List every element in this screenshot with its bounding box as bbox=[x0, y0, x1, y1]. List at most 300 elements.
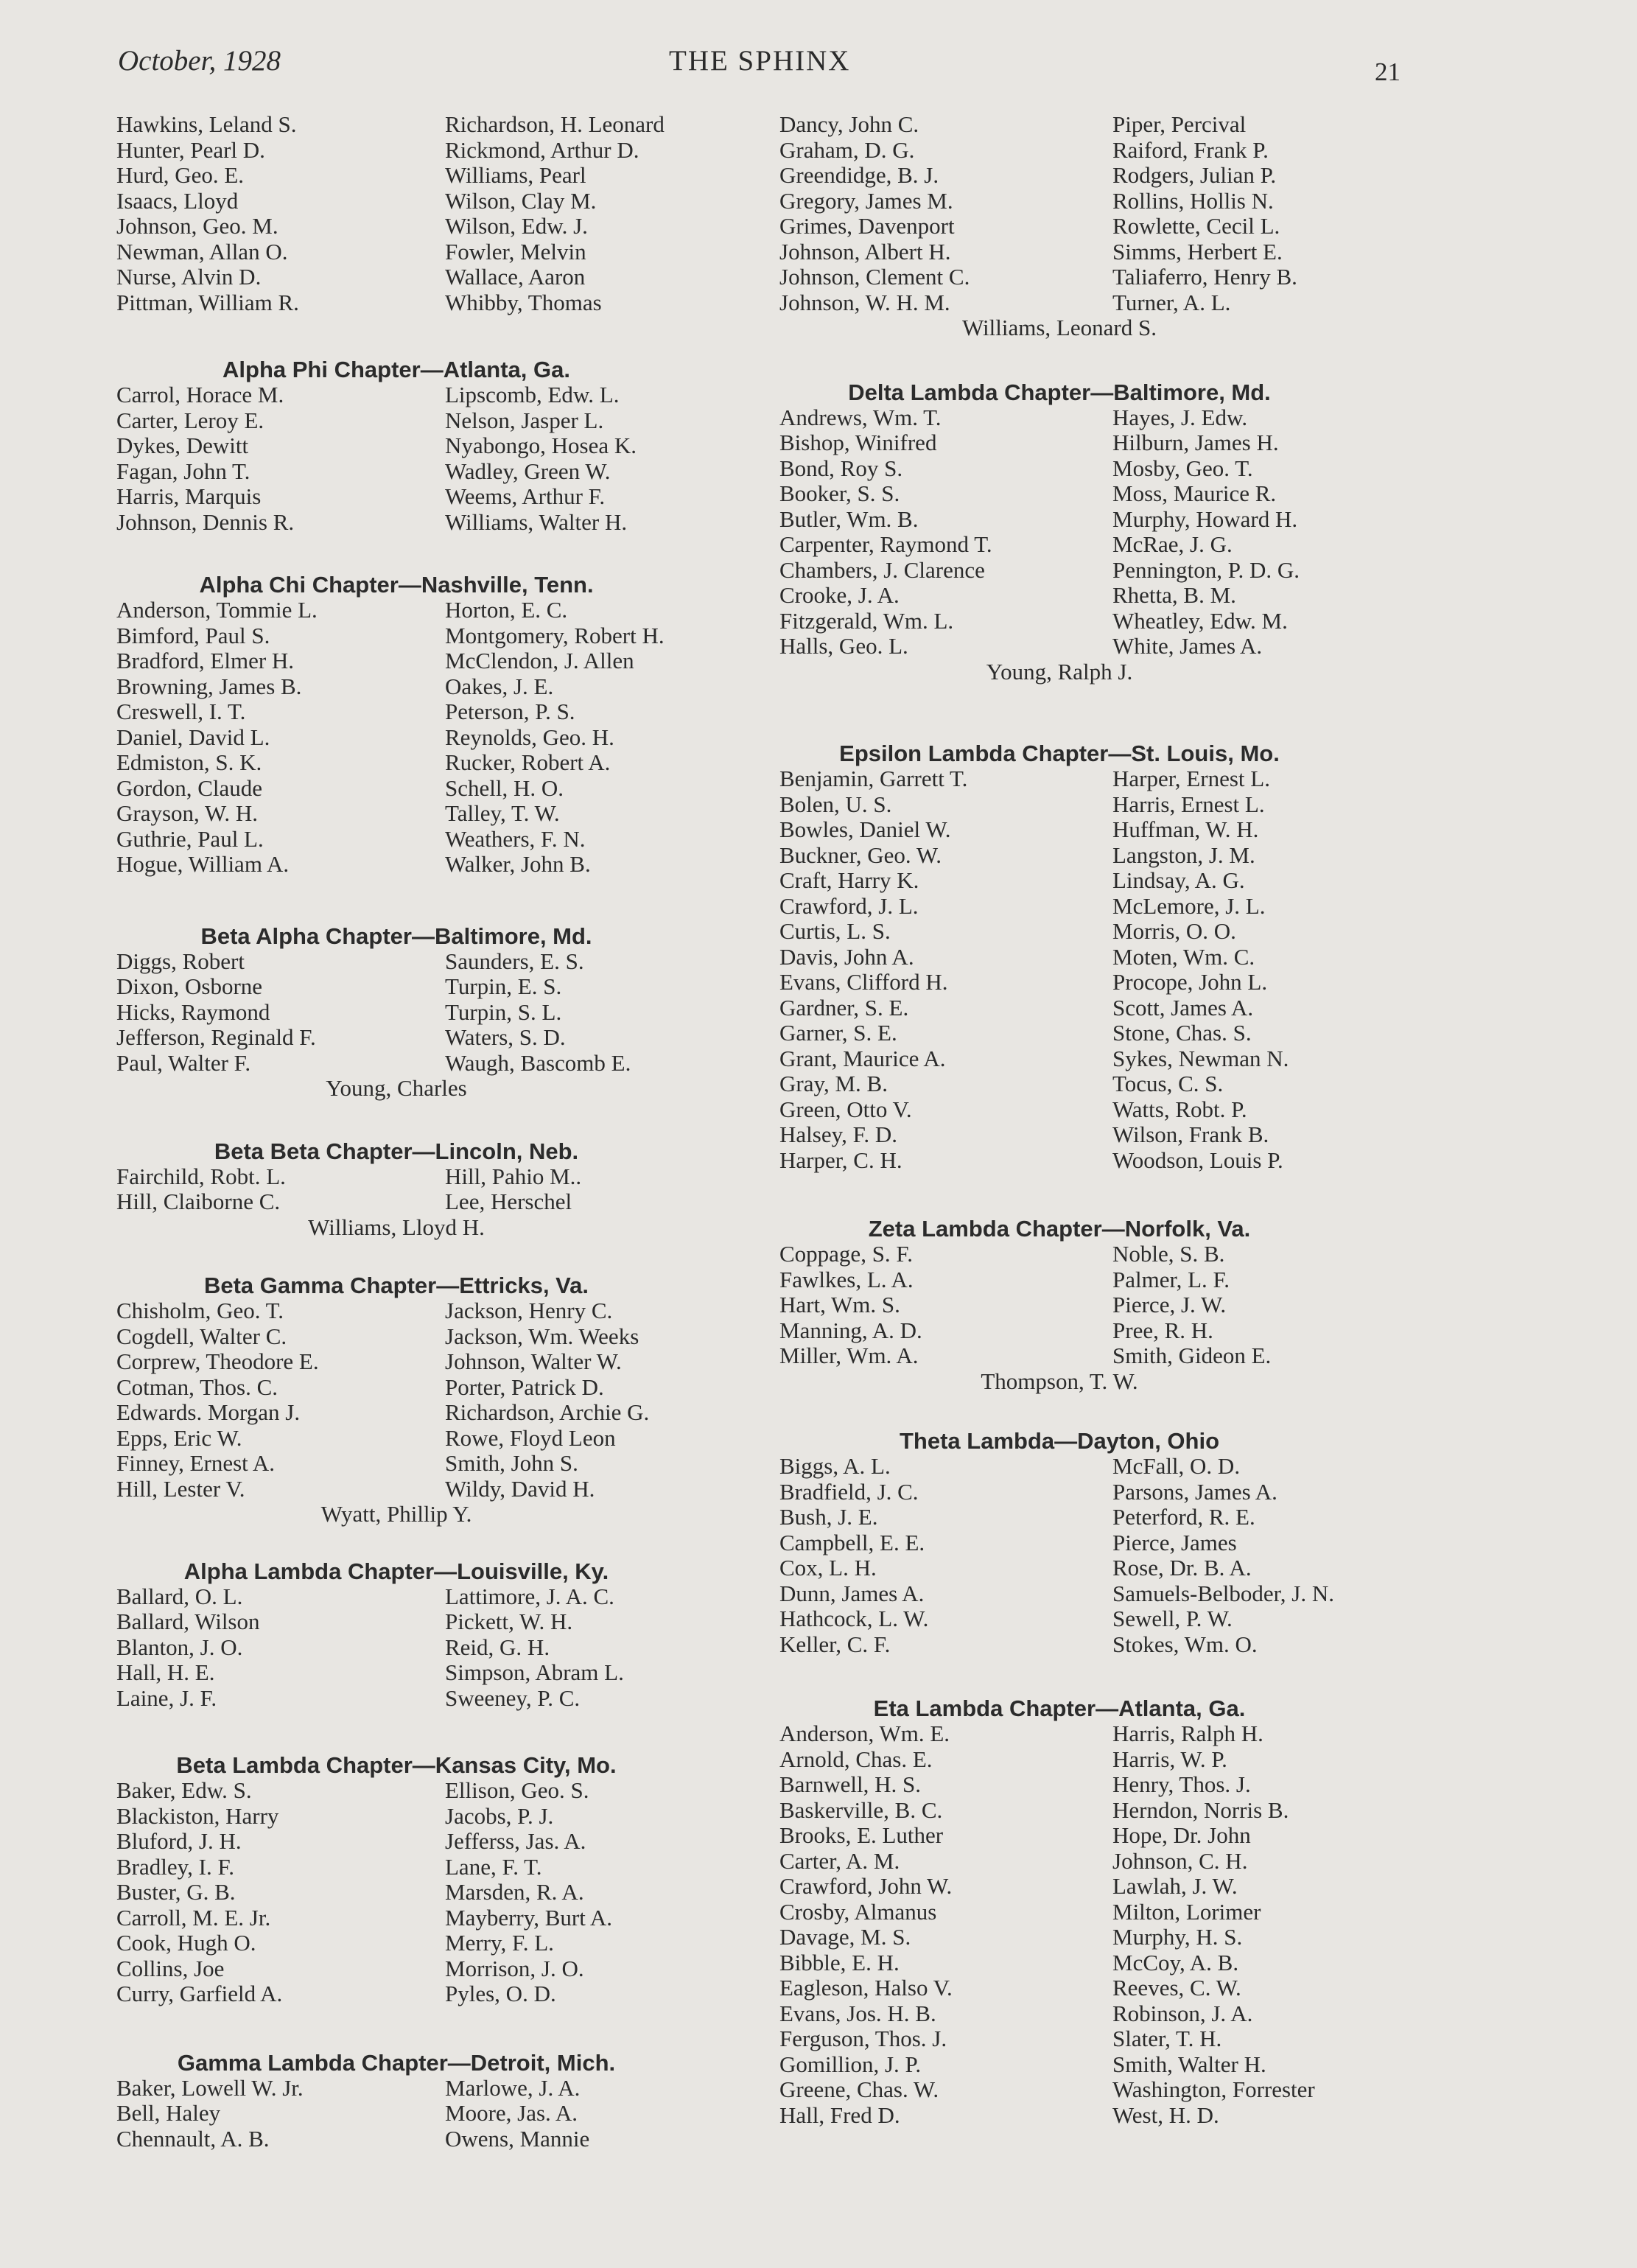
member-name: Henry, Thos. J. bbox=[1112, 1771, 1251, 1797]
member-name: Bishop, Winifred bbox=[779, 430, 937, 455]
chapter-title: Alpha Lambda Chapter—Louisville, Ky. bbox=[183, 1558, 609, 1584]
member-name: Marlowe, J. A. bbox=[445, 2074, 581, 2101]
member-name: Harris, W. P. bbox=[1112, 1746, 1227, 1772]
member-name: Gregory, James M. bbox=[779, 187, 953, 214]
name-list bbox=[116, 1164, 794, 1215]
member-name-centered: Wyatt, Phillip Y. bbox=[320, 1501, 472, 1527]
member-name: Bradfield, J. C. bbox=[779, 1478, 919, 1505]
member-name: Tocus, C. S. bbox=[1112, 1071, 1224, 1096]
name-column-1 bbox=[116, 2076, 445, 2152]
member-name: Miller, Wm. A. bbox=[779, 1343, 919, 1368]
member-name: Owens, Mannie bbox=[445, 2125, 590, 2152]
member-name: Waters, S. D. bbox=[445, 1024, 566, 1050]
member-name: Edmiston, S. K. bbox=[116, 749, 262, 775]
member-name: Johnson, Clement C. bbox=[779, 264, 970, 290]
member-name: Brooks, E. Luther bbox=[779, 1822, 944, 1848]
member-name: Fowler, Melvin bbox=[445, 238, 586, 265]
member-name: Marsden, R. A. bbox=[445, 1879, 584, 1905]
member-name: Harper, Ernest L. bbox=[1112, 766, 1270, 791]
member-name: Hurd, Geo. E. bbox=[116, 162, 245, 188]
member-name: Fairchild, Robt. L. bbox=[116, 1163, 286, 1189]
member-name: Stokes, Wm. O. bbox=[1112, 1631, 1258, 1657]
member-name-centered: Young, Charles bbox=[326, 1075, 467, 1101]
member-name: Gordon, Claude bbox=[116, 774, 263, 801]
member-name: Waugh, Bascomb E. bbox=[445, 1049, 631, 1076]
right-column bbox=[779, 112, 1457, 2128]
member-name: Crawford, J. L. bbox=[779, 892, 919, 919]
name-list bbox=[116, 2076, 794, 2152]
member-name: Lindsay, A. G. bbox=[1112, 867, 1245, 893]
name-column-2 bbox=[1112, 112, 1422, 315]
member-name: Williams, Walter H. bbox=[445, 508, 628, 535]
name-list bbox=[779, 1721, 1457, 2128]
name-column-2 bbox=[1112, 1242, 1422, 1369]
member-name: Bluford, J. H. bbox=[116, 1828, 242, 1854]
chapter-title: Theta Lambda—Dayton, Ohio bbox=[899, 1428, 1220, 1454]
member-name: White, James A. bbox=[1112, 633, 1263, 659]
member-name: Taliaferro, Henry B. bbox=[1112, 264, 1297, 290]
chapter-title: Gamma Lambda Chapter—Detroit, Mich. bbox=[177, 2049, 616, 2076]
name-column-1 bbox=[779, 766, 1112, 1173]
member-name: Turpin, E. S. bbox=[445, 973, 562, 999]
member-name: Schell, H. O. bbox=[445, 774, 564, 801]
member-name: Guthrie, Paul L. bbox=[116, 825, 264, 852]
member-name: Wilson, Clay M. bbox=[445, 187, 597, 214]
member-name: Porter, Patrick D. bbox=[445, 1373, 604, 1400]
member-name: Lee, Herschel bbox=[445, 1189, 572, 1214]
chapter-title: Zeta Lambda Chapter—Norfolk, Va. bbox=[868, 1216, 1251, 1242]
member-name: Coppage, S. F. bbox=[779, 1241, 913, 1267]
header-title: THE SPHINX bbox=[669, 45, 851, 77]
member-name: West, H. D. bbox=[1112, 2101, 1219, 2128]
name-column-1 bbox=[779, 1721, 1112, 2128]
member-name: Davage, M. S. bbox=[779, 1924, 911, 1950]
name-column-2 bbox=[445, 1164, 754, 1215]
member-name: Wheatley, Edw. M. bbox=[1112, 607, 1288, 634]
member-name: Peterson, P. S. bbox=[445, 699, 575, 724]
left-column bbox=[116, 112, 794, 2152]
name-column-1 bbox=[116, 1164, 445, 1215]
member-name: McFall, O. D. bbox=[1112, 1453, 1241, 1479]
member-name: Talley, T. W. bbox=[445, 800, 560, 826]
member-name: Bimford, Paul S. bbox=[116, 622, 270, 648]
member-name: Scott, James A. bbox=[1112, 994, 1254, 1021]
member-name: Campbell, E. E. bbox=[779, 1529, 925, 1555]
member-name: McClendon, J. Allen bbox=[445, 648, 634, 673]
member-name: Williams, Pearl bbox=[445, 162, 586, 188]
member-name: Watts, Robt. P. bbox=[1112, 1096, 1247, 1122]
member-name: Bibble, E. H. bbox=[779, 1949, 900, 1975]
member-name: Davis, John A. bbox=[779, 943, 914, 970]
member-name: Corprew, Theodore E. bbox=[116, 1348, 319, 1374]
member-name: Lawlah, J. W. bbox=[1112, 1873, 1238, 1899]
name-column-2 bbox=[445, 1584, 754, 1712]
member-name: McRae, J. G. bbox=[1112, 531, 1233, 557]
member-name: Saunders, E. S. bbox=[445, 948, 584, 974]
member-name: Butler, Wm. B. bbox=[779, 505, 919, 532]
member-name: Cox, L. H. bbox=[779, 1555, 877, 1581]
member-name: Browning, James B. bbox=[116, 673, 302, 699]
member-name: Rowe, Floyd Leon bbox=[445, 1424, 616, 1451]
member-name: Murphy, H. S. bbox=[1112, 1924, 1243, 1950]
chapter-title: Beta Gamma Chapter—Ettricks, Va. bbox=[203, 1273, 589, 1298]
member-name: Hawkins, Leland S. bbox=[116, 111, 297, 137]
member-name: Hope, Dr. John bbox=[1112, 1822, 1251, 1848]
member-name: Benjamin, Garrett T. bbox=[779, 766, 968, 791]
chapter-section bbox=[779, 1695, 1457, 2128]
name-list bbox=[116, 598, 794, 878]
member-name: Parsons, James A. bbox=[1112, 1478, 1277, 1505]
chapter-title: Beta Lambda Chapter—Kansas City, Mo. bbox=[176, 1752, 617, 1778]
chapter-title: Beta Alpha Chapter—Baltimore, Md. bbox=[200, 923, 592, 949]
member-name: Nurse, Alvin D. bbox=[116, 264, 262, 290]
member-name: Sykes, Newman N. bbox=[1112, 1045, 1289, 1071]
member-name: Baker, Edw. S. bbox=[116, 1777, 252, 1803]
member-name: Isaacs, Lloyd bbox=[116, 187, 239, 214]
chapter-section bbox=[116, 1273, 794, 1527]
member-name: Moten, Wm. C. bbox=[1112, 943, 1255, 970]
member-name: Greene, Chas. W. bbox=[779, 2076, 939, 2102]
member-name: Epps, Eric W. bbox=[116, 1424, 242, 1451]
member-name: Wildy, David H. bbox=[445, 1475, 595, 1502]
member-name: Smith, John S. bbox=[445, 1450, 578, 1476]
member-name: Garner, S. E. bbox=[779, 1020, 897, 1046]
member-name: Bell, Haley bbox=[116, 2100, 221, 2126]
member-name: Murphy, Howard H. bbox=[1112, 505, 1298, 532]
member-name: Jackson, Henry C. bbox=[445, 1298, 613, 1323]
member-name: Curtis, L. S. bbox=[779, 918, 891, 944]
member-name: Bush, J. E. bbox=[779, 1504, 878, 1530]
name-list bbox=[116, 1778, 794, 2007]
member-name: Fawlkes, L. A. bbox=[779, 1266, 914, 1292]
member-name: Gray, M. B. bbox=[779, 1071, 888, 1096]
member-name: Halsey, F. D. bbox=[779, 1121, 897, 1147]
member-name: Grimes, Davenport bbox=[779, 213, 955, 239]
name-list bbox=[779, 405, 1457, 659]
name-column-1 bbox=[116, 1778, 445, 2007]
chapter-section bbox=[116, 357, 794, 535]
member-name: Hall, Fred D. bbox=[779, 2101, 900, 2128]
member-name: Robinson, J. A. bbox=[1112, 2000, 1253, 2026]
member-name: Rowlette, Cecil L. bbox=[1112, 213, 1280, 239]
member-name: Edwards. Morgan J. bbox=[116, 1399, 301, 1425]
member-name: Pickett, W. H. bbox=[445, 1609, 573, 1634]
member-name: Sweeney, P. C. bbox=[445, 1684, 581, 1711]
name-list bbox=[116, 382, 794, 535]
member-name: Montgomery, Robert H. bbox=[445, 622, 665, 648]
member-name: Wilson, Frank B. bbox=[1112, 1121, 1269, 1147]
member-name: Mayberry, Burt A. bbox=[445, 1904, 613, 1931]
member-name: Rhetta, B. M. bbox=[1112, 582, 1236, 608]
member-name: Evans, Jos. H. B. bbox=[779, 2000, 936, 2026]
chapter-title: Beta Beta Chapter—Lincoln, Neb. bbox=[214, 1138, 579, 1164]
member-name: Smith, Gideon E. bbox=[1112, 1343, 1272, 1368]
chapter-section bbox=[779, 379, 1457, 685]
member-name: Collins, Joe bbox=[116, 1955, 225, 1981]
member-name: Raiford, Frank P. bbox=[1112, 136, 1269, 163]
name-column-1 bbox=[116, 949, 445, 1077]
name-column-2 bbox=[1112, 1721, 1422, 2128]
member-name: Baskerville, B. C. bbox=[779, 1796, 943, 1823]
member-name: Herndon, Norris B. bbox=[1112, 1796, 1289, 1823]
member-name: Procope, John L. bbox=[1112, 969, 1268, 995]
member-name: Manning, A. D. bbox=[779, 1317, 922, 1343]
name-column-1 bbox=[779, 405, 1112, 659]
member-name: Curry, Garfield A. bbox=[116, 1981, 283, 2006]
name-column-2 bbox=[445, 1778, 754, 2007]
member-name: Langston, J. M. bbox=[1112, 841, 1255, 868]
member-name: Turpin, S. L. bbox=[445, 998, 562, 1025]
member-name: Woodson, Louis P. bbox=[1112, 1147, 1283, 1173]
member-name: Hicks, Raymond bbox=[116, 998, 270, 1025]
member-name: Greendidge, B. J. bbox=[779, 162, 939, 188]
member-name: Carter, Leroy E. bbox=[116, 407, 264, 433]
member-name: Fitzgerald, Wm. L. bbox=[779, 607, 954, 634]
member-name: Piper, Percival bbox=[1112, 111, 1247, 137]
member-name: Jefferss, Jas. A. bbox=[445, 1828, 586, 1854]
member-name: Carrol, Horace M. bbox=[116, 382, 284, 407]
member-name: Hogue, William A. bbox=[116, 851, 290, 877]
member-name: Peterford, R. E. bbox=[1112, 1504, 1255, 1530]
member-name: Ballard, Wilson bbox=[116, 1609, 260, 1634]
member-name: Richardson, H. Leonard bbox=[445, 111, 665, 137]
name-column-2 bbox=[1112, 766, 1422, 1173]
member-name: Simpson, Abram L. bbox=[445, 1659, 624, 1685]
member-name: Hall, H. E. bbox=[116, 1659, 215, 1685]
member-name: Reid, G. H. bbox=[445, 1634, 550, 1660]
member-name: Anderson, Tommie L. bbox=[116, 597, 318, 623]
name-column-1 bbox=[779, 1242, 1112, 1369]
chapter-title: Alpha Chi Chapter—Nashville, Tenn. bbox=[199, 572, 594, 598]
member-name: Craft, Harry K. bbox=[779, 867, 919, 893]
member-name-centered: Thompson, T. W. bbox=[981, 1368, 1138, 1394]
member-name: Fagan, John T. bbox=[116, 458, 250, 484]
member-name: Whibby, Thomas bbox=[445, 289, 602, 315]
member-name: Hill, Lester V. bbox=[116, 1475, 245, 1502]
member-name-centered: Young, Ralph J. bbox=[986, 658, 1133, 685]
member-name: Johnson, Dennis R. bbox=[116, 508, 295, 535]
member-name: Biggs, A. L. bbox=[779, 1453, 891, 1479]
member-name: Johnson, Geo. M. bbox=[116, 213, 278, 239]
member-name: Dancy, John C. bbox=[779, 111, 919, 137]
member-name: Green, Otto V. bbox=[779, 1096, 912, 1122]
name-column-2 bbox=[445, 2076, 754, 2152]
member-name: Wadley, Green W. bbox=[445, 458, 611, 484]
member-name: Johnson, Walter W. bbox=[445, 1348, 622, 1374]
member-name: Paul, Walter F. bbox=[116, 1049, 251, 1076]
member-name: Carter, A. M. bbox=[779, 1847, 900, 1874]
chapter-section bbox=[779, 1428, 1457, 1657]
member-name: Chisholm, Geo. T. bbox=[116, 1298, 284, 1323]
member-name: Gomillion, J. P. bbox=[779, 2051, 922, 2077]
member-name: Rose, Dr. B. A. bbox=[1112, 1555, 1252, 1581]
chapter-section bbox=[116, 1558, 794, 1712]
name-list bbox=[116, 949, 794, 1077]
member-name: Johnson, C. H. bbox=[1112, 1847, 1248, 1874]
member-name: Morrison, J. O. bbox=[445, 1955, 584, 1981]
name-column-2 bbox=[1112, 1454, 1422, 1657]
chapter-section bbox=[116, 2050, 794, 2152]
member-name: Arnold, Chas. E. bbox=[779, 1746, 933, 1772]
member-name: Eagleson, Halso V. bbox=[779, 1975, 953, 2001]
member-name: Grant, Maurice A. bbox=[779, 1045, 946, 1071]
member-name: Harris, Ralph H. bbox=[1112, 1721, 1263, 1746]
member-name: Rodgers, Julian P. bbox=[1112, 162, 1277, 188]
member-name: Booker, S. S. bbox=[779, 480, 900, 506]
member-name: Johnson, W. H. M. bbox=[779, 289, 950, 315]
chapter-section bbox=[116, 1752, 794, 2007]
member-name: Dunn, James A. bbox=[779, 1580, 925, 1606]
member-name: Stone, Chas. S. bbox=[1112, 1020, 1252, 1046]
member-name: Wallace, Aaron bbox=[445, 264, 586, 290]
member-name: McLemore, J. L. bbox=[1112, 892, 1266, 919]
member-name: Walker, John B. bbox=[445, 851, 591, 877]
member-name: Creswell, I. T. bbox=[116, 699, 246, 724]
name-column-1 bbox=[116, 112, 445, 315]
member-name: Simms, Herbert E. bbox=[1112, 238, 1283, 265]
member-name: Slater, T. H. bbox=[1112, 2026, 1222, 2051]
member-name: Blackiston, Harry bbox=[116, 1802, 279, 1829]
member-name: Harris, Marquis bbox=[116, 483, 262, 509]
chapter-section bbox=[779, 1216, 1457, 1394]
member-name: Blanton, J. O. bbox=[116, 1634, 243, 1660]
member-name: Rucker, Robert A. bbox=[445, 749, 611, 775]
member-name: Crawford, John W. bbox=[779, 1873, 953, 1899]
member-name: Washington, Forrester bbox=[1112, 2076, 1315, 2102]
member-name: Hilburn, James H. bbox=[1112, 430, 1279, 455]
member-name: Cook, Hugh O. bbox=[116, 1930, 256, 1956]
chapter-section bbox=[116, 923, 794, 1102]
member-name: Moss, Maurice R. bbox=[1112, 480, 1277, 506]
member-name: Evans, Clifford H. bbox=[779, 969, 948, 995]
member-name: Diggs, Robert bbox=[116, 948, 245, 974]
chapter-title: Delta Lambda Chapter—Baltimore, Md. bbox=[848, 379, 1271, 405]
member-name: Pierce, James bbox=[1112, 1529, 1237, 1555]
member-name: Jefferson, Reginald F. bbox=[116, 1024, 316, 1050]
member-name: Sewell, P. W. bbox=[1112, 1606, 1233, 1631]
member-name: Pennington, P. D. G. bbox=[1112, 556, 1300, 583]
member-name: Keller, C. F. bbox=[779, 1631, 891, 1657]
header-date: October, 1928 bbox=[118, 45, 281, 77]
member-name: Bradford, Elmer H. bbox=[116, 648, 295, 673]
member-name: Nyabongo, Hosea K. bbox=[445, 433, 637, 458]
name-column-1 bbox=[116, 1298, 445, 1502]
chapter-title: Eta Lambda Chapter—Atlanta, Ga. bbox=[873, 1695, 1246, 1721]
chapter-section bbox=[779, 741, 1457, 1173]
member-name: Pittman, William R. bbox=[116, 289, 299, 315]
member-name: Turner, A. L. bbox=[1112, 289, 1231, 315]
name-list bbox=[779, 766, 1457, 1173]
name-column-2 bbox=[445, 949, 754, 1077]
chapter-section bbox=[779, 112, 1457, 341]
member-name: Smith, Walter H. bbox=[1112, 2051, 1266, 2077]
name-list bbox=[116, 1298, 794, 1502]
member-name: Buckner, Geo. W. bbox=[779, 841, 942, 868]
member-name: Bolen, U. S. bbox=[779, 791, 892, 817]
member-name: Moore, Jas. A. bbox=[445, 2100, 578, 2126]
name-list bbox=[116, 1584, 794, 1712]
member-name: Newman, Allan O. bbox=[116, 238, 288, 265]
name-list bbox=[779, 1242, 1457, 1369]
member-name: Horton, E. C. bbox=[445, 597, 568, 623]
member-name: Harper, C. H. bbox=[779, 1147, 902, 1173]
member-name: Crooke, J. A. bbox=[779, 582, 900, 608]
member-name: Ballard, O. L. bbox=[116, 1583, 243, 1609]
name-column-2 bbox=[445, 382, 754, 535]
member-name: Wilson, Edw. J. bbox=[445, 213, 588, 239]
chapter-section bbox=[116, 1138, 794, 1241]
name-column-2 bbox=[445, 1298, 754, 1502]
member-name-centered: Williams, Leonard S. bbox=[962, 315, 1157, 340]
member-name: Jacobs, P. J. bbox=[445, 1802, 554, 1829]
member-name: Dykes, Dewitt bbox=[116, 433, 249, 458]
member-name: Ferguson, Thos. J. bbox=[779, 2026, 947, 2051]
member-name: Nelson, Jasper L. bbox=[445, 407, 604, 433]
member-name: Daniel, David L. bbox=[116, 724, 270, 750]
member-name: Laine, J. F. bbox=[116, 1684, 217, 1711]
member-name: Johnson, Albert H. bbox=[779, 238, 951, 265]
member-name: Mosby, Geo. T. bbox=[1112, 455, 1253, 481]
chapter-section bbox=[116, 112, 794, 315]
page-number: 21 bbox=[1375, 57, 1401, 86]
member-name: Carroll, M. E. Jr. bbox=[116, 1904, 271, 1931]
member-name: Gardner, S. E. bbox=[779, 994, 909, 1021]
name-column-1 bbox=[116, 382, 445, 535]
member-name: Hill, Pahio M.. bbox=[445, 1163, 582, 1189]
member-name: Richardson, Archie G. bbox=[445, 1399, 650, 1425]
name-list bbox=[779, 112, 1457, 315]
member-name-centered: Williams, Lloyd H. bbox=[308, 1214, 485, 1240]
member-name: Pree, R. H. bbox=[1112, 1317, 1213, 1343]
member-name: Hart, Wm. S. bbox=[779, 1292, 900, 1317]
member-name: Hunter, Pearl D. bbox=[116, 136, 265, 163]
chapter-title: Alpha Phi Chapter—Atlanta, Ga. bbox=[222, 357, 570, 382]
member-name: Pyles, O. D. bbox=[445, 1981, 556, 2006]
member-name: Merry, F. L. bbox=[445, 1930, 554, 1956]
name-column-2 bbox=[445, 112, 754, 315]
member-name: Pierce, J. W. bbox=[1112, 1292, 1227, 1317]
member-name: Lattimore, J. A. C. bbox=[445, 1583, 614, 1609]
member-name: Cogdell, Walter C. bbox=[116, 1323, 287, 1349]
name-list bbox=[779, 1454, 1457, 1657]
chapter-title: Epsilon Lambda Chapter—St. Louis, Mo. bbox=[839, 741, 1280, 766]
member-name: Anderson, Wm. E. bbox=[779, 1721, 950, 1746]
member-name: Lipscomb, Edw. L. bbox=[445, 382, 620, 407]
member-name: Cotman, Thos. C. bbox=[116, 1373, 278, 1400]
member-name: Andrews, Wm. T. bbox=[779, 404, 942, 430]
member-name: Oakes, J. E. bbox=[445, 673, 554, 699]
member-name: Baker, Lowell W. Jr. bbox=[116, 2074, 304, 2101]
member-name: Weems, Arthur F. bbox=[445, 483, 606, 509]
member-name: Bond, Roy S. bbox=[779, 455, 903, 481]
chapter-section bbox=[116, 572, 794, 878]
member-name: Lane, F. T. bbox=[445, 1853, 542, 1880]
member-name: Huffman, W. H. bbox=[1112, 816, 1259, 842]
member-name: Reynolds, Geo. H. bbox=[445, 724, 614, 750]
member-name: Bowles, Daniel W. bbox=[779, 816, 951, 842]
member-name: Chennault, A. B. bbox=[116, 2125, 270, 2152]
member-name: Finney, Ernest A. bbox=[116, 1450, 275, 1476]
member-name: Chambers, J. Clarence bbox=[779, 556, 985, 583]
member-name: Ellison, Geo. S. bbox=[445, 1777, 589, 1803]
name-column-1 bbox=[779, 1454, 1112, 1657]
name-column-1 bbox=[116, 1584, 445, 1712]
member-name: Samuels-Belboder, J. N. bbox=[1112, 1580, 1334, 1606]
name-column-2 bbox=[445, 598, 754, 878]
member-name: Halls, Geo. L. bbox=[779, 633, 908, 659]
member-name: Hill, Claiborne C. bbox=[116, 1189, 281, 1214]
member-name: Harris, Ernest L. bbox=[1112, 791, 1265, 817]
